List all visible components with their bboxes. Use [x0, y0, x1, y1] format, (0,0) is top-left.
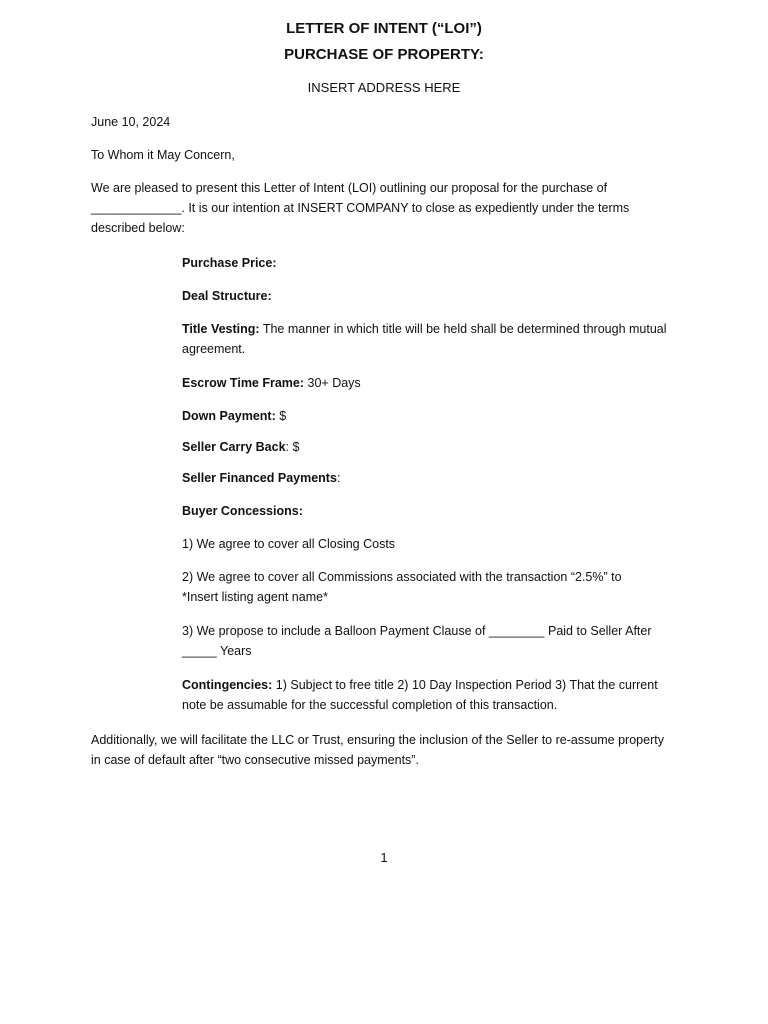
contingencies-text: 1) Subject to free title 2) 10 Day Inspection Period 3) That the current [272, 678, 658, 692]
purchase-price-label: Purchase Price: [182, 256, 277, 270]
down-payment-label: Down Payment: [182, 409, 276, 423]
concession-line: _____ Years [182, 644, 252, 658]
document-title-line2: PURCHASE OF PROPERTY: [284, 46, 484, 63]
seller-financed-term [182, 468, 682, 488]
concession-item [182, 621, 682, 661]
seller-financed-value: : [336, 471, 341, 485]
title-vesting-text: The manner in which title will be held shall be determined through mutual [259, 322, 667, 336]
title-vesting-term [182, 319, 682, 359]
concession-line: 2) We agree to cover all Commissions associated with the transaction “2.5%” to [182, 570, 622, 584]
seller-financed-label: Seller Financed Payments [182, 471, 337, 485]
letter-date: June 10, 2024 [91, 115, 171, 129]
concession-line: *Insert listing agent name* [182, 590, 328, 604]
deal-structure-term [182, 286, 682, 306]
concession-item [182, 567, 682, 607]
buyer-concessions-term [182, 501, 682, 521]
property-address: INSERT ADDRESS HERE [307, 80, 461, 95]
buyer-concessions-label: Buyer Concessions: [182, 504, 303, 518]
intro-line: We are pleased to present this Letter of Intent (LOI) outlining our proposal for the purchase of [91, 181, 608, 195]
escrow-label: Escrow Time Frame: [182, 376, 305, 390]
title-vesting-label: Title Vesting: [182, 322, 260, 336]
title-vesting-text: agreement. [182, 342, 246, 356]
escrow-value: 30+ Days [304, 376, 361, 390]
seller-carry-value: : $ [285, 440, 300, 454]
page-number: 1 [380, 850, 388, 865]
purchase-price-term [182, 253, 682, 273]
closing-paragraph [91, 730, 711, 770]
intro-line: _____________. It is our intention at INSERT COMPANY to close as expediently under the terms [91, 201, 630, 215]
closing-line: Additionally, we will facilitate the LLC or Trust, ensuring the inclusion of the Seller to re-assume property [91, 733, 664, 747]
concession-item: 1) We agree to cover all Closing Costs [182, 537, 396, 551]
escrow-term [182, 373, 682, 393]
intro-line: described below: [91, 221, 185, 235]
contingencies-label: Contingencies: [182, 678, 273, 692]
down-payment-term [182, 406, 682, 426]
down-payment-value: $ [275, 409, 287, 423]
closing-line: in case of default after “two consecutive missed payments”. [91, 753, 419, 767]
seller-carry-label: Seller Carry Back [182, 440, 286, 454]
salutation: To Whom it May Concern, [91, 148, 235, 162]
intro-paragraph [91, 178, 691, 238]
concession-line: 3) We propose to include a Balloon Payment Clause of ________ Paid to Seller After [182, 624, 652, 638]
seller-carry-term [182, 437, 682, 457]
contingencies-term [182, 675, 682, 715]
contingencies-text: note be assumable for the successful completion of this transaction. [182, 698, 558, 712]
document-title-line1: LETTER OF INTENT (“LOI”) [286, 20, 482, 37]
deal-structure-label: Deal Structure: [182, 289, 272, 303]
